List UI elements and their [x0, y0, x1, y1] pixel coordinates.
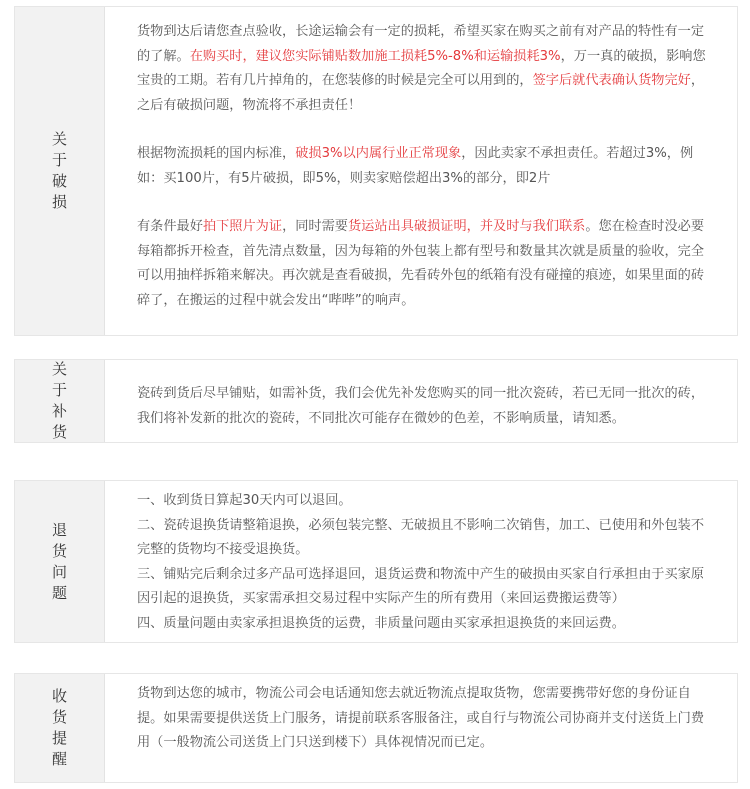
- section-content: [105, 481, 737, 642]
- section-label: 收货提醒: [51, 687, 67, 768]
- highlight-text: 拍下照片为证: [202, 219, 283, 234]
- body-text: ，因此卖家不承担责任。若超过3%，例如：买100片，有5片破损，即5%，则卖家赔偿超出3%的部分，即2片: [137, 146, 694, 186]
- section-label: 退货问题: [51, 520, 67, 602]
- paragraph: [137, 142, 715, 191]
- body-text: 货物到达您的城市，物流公司会电话通知您去就近物流点提取货物，您需要携带好您的身份证自提。如果需要提供送货上门服务，请提前联系客服备注，或自行与物流公司协商并支付送货上门费用（一般物流公司送货上门只送到楼下）具体视情况而已定。: [137, 686, 705, 750]
- section-damage: [14, 6, 738, 336]
- section-label-box: [15, 360, 105, 442]
- section-label-box: [15, 7, 105, 335]
- section-label-box: [15, 481, 105, 642]
- body-text: 四、质量问题由卖家承担退换货的运费，非质量问题由买家承担退换货的来回运费。: [137, 615, 625, 631]
- section-content: [105, 674, 737, 782]
- paragraph: [137, 382, 715, 431]
- list-item: [137, 514, 715, 563]
- body-text: ，同时需要: [282, 219, 348, 234]
- paragraph: [137, 215, 715, 313]
- section-delivery: [14, 673, 738, 783]
- highlight-text: 在购买时，建议您实际铺贴数加施工损耗5%-8%和运输损耗3%: [189, 48, 561, 64]
- body-text: 根据物流损耗的国内标准，: [137, 146, 296, 161]
- highlight-text: 货运站出具破损证明，并及时与我们联系: [348, 219, 586, 234]
- body-text: 瓷砖到货后尽早铺贴，如需补货，我们会优先补发您购买的同一批次瓷砖，若已无同一批次的砖，我们将补发新的批次的瓷砖，不同批次可能存在微妙的色差，不影响质量，请知悉。: [137, 386, 705, 426]
- section-content: [105, 360, 737, 442]
- section-content: [105, 7, 737, 335]
- list-item: [137, 563, 715, 612]
- section-restock: [14, 359, 738, 443]
- body-text: 。您在检查时没必要每箱都拆开检查，首先清点数量，因为每箱的外包装上都有型号和数量其次就是质量的验收，完全可以用抽样拆箱来解决。再次就是查看破损，先看砖外包的纸箱有没有碰撞的痕迹，如果里面的砖碎了，在搬运的过程中就会发出“哔哔”的响声。: [137, 219, 705, 308]
- section-label-box: [15, 674, 105, 782]
- body-text: 货物到达后请您查点验收，长途运输会有一定的损耗，希望买家在购买之前有对产品的特性有一定的了解。: [137, 24, 705, 64]
- highlight-text: 破损3%以内属行业正常现象: [295, 146, 462, 161]
- highlight-text: 签字后就代表确认货物完好: [532, 73, 691, 88]
- body-text: ，万一真的破损，影响您宝贵的工期。若有几片掉角的，在您装修的时候是完全可以用到的，: [137, 48, 706, 88]
- section-returns: [14, 480, 738, 643]
- section-label: 关于补货: [51, 360, 67, 441]
- section-label: 关于破损: [51, 130, 67, 211]
- list-item: [137, 489, 715, 514]
- paragraph: [137, 682, 715, 756]
- body-text: 有条件最好: [137, 219, 203, 234]
- list-item: [137, 612, 715, 637]
- body-text: 一、收到货日算起30天内可以退回。: [137, 493, 352, 508]
- body-text: 二、瓷砖退换货请整箱退换，必须包装完整、无破损且不影响二次销售，加工、已使用和外包装不完整的货物均不接受退换货。: [137, 517, 705, 557]
- body-text: ，之后有破损问题，物流将不承担责任！: [137, 73, 705, 113]
- paragraph: [137, 20, 715, 118]
- body-text: 三、铺贴完后剩余过多产品可选择退回，退货运费和物流中产生的破损由买家自行承担由于买家原因引起的退换货，买家需承担交易过程中实际产生的所有费用（来回运费搬运费等）: [137, 566, 705, 606]
